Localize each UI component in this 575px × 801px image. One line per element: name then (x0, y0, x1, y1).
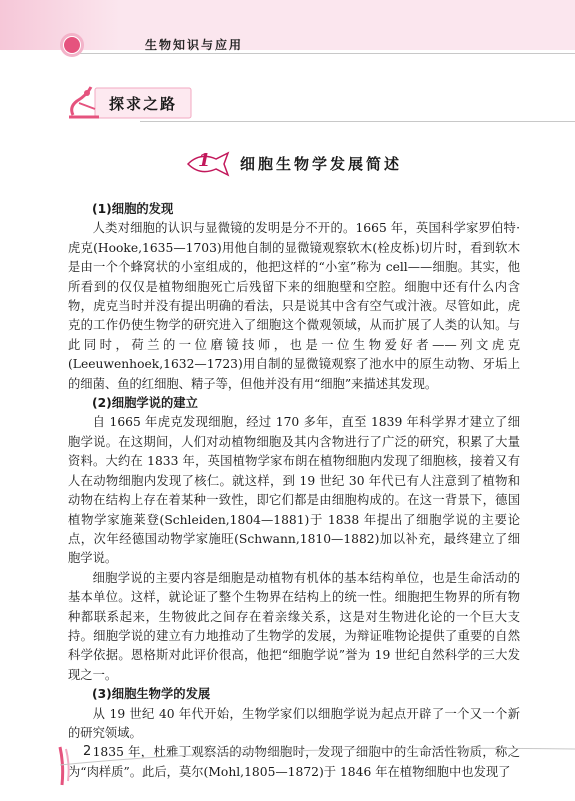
paragraph: 人类对细胞的认识与显微镜的发明是分不开的。1665 年，英国科学家罗伯特·虎克(Hooke,1635—1703)用他自制的显微镜观察软木(栓皮栎)切片时，看到软木是由一个个蜂窝状的小室组成的，他把这样的“小室”称为 cell——细胞。其实，他所看到的仅仅是植物细胞死亡后残留下来的细胞壁和空腔。细胞中还有什么内含物，虎克当时并没有提出明确的看法，只是说其中含有空气或汁液。尽管如此，虎克的工作仍使生物学的研究进入了细胞这个微观领域，从而扩展了人类的认知。与此同时，荷兰的一位磨镜技师，也是一位生物爱好者——列文虎克(Leeuwenhoek,1632—1723)用自制的显微镜观察了池水中的原生动物、牙垢上的细菌、鱼的红细胞、精子等，但他并没有用“细胞”来描述其发现。 (68, 221, 520, 391)
subheading: (3)细胞生物学的发展 (92, 687, 211, 702)
paragraph: 自 1665 年虎克发现细胞，经过 170 多年，直至 1839 年科学界才建立了细胞学说。在这期间，人们对动植物细胞及其内含物进行了广泛的研究，积累了大量资料。大约在 1833 年，英国植物学家布朗在植物细胞内发现了细胞核，接着又有人在动物细胞内发现了核仁。就这样，到 19 世纪 30 年代已有人注意到了植物和动物在结构上存在着某种一致性，即它们都是由细胞构成的。在这一背景下，德国植物学家施莱登(Schleiden,1804—1881)于 1838 年提出了细胞学说的主要论点，次年经德国动物学家施旺(Schwann,1810—1882)加以补充，最终建立了细胞学说。 (68, 415, 520, 566)
section-label: 探求之路 (109, 95, 178, 113)
header-rule (78, 53, 575, 54)
article-body (68, 200, 520, 782)
page-number: 2 (83, 744, 92, 759)
subheading: (2)细胞学说的建立 (92, 396, 198, 411)
chapter-number: 1 (198, 150, 211, 171)
section-rule (140, 121, 575, 122)
paragraph: 细胞学说的主要内容是细胞是动植物有机体的基本结构单位，也是生命活动的基本单位。这样，就论证了整个生物界在结构上的统一性。细胞把生物界的所有物种都联系起来，生物彼此之间存在着亲缘关系，这是对生物进化论的一个巨大支持。细胞学说的建立有力地推动了生物学的发展，为辩证唯物论提供了重要的自然科学依据。恩格斯对此评价很高，他把“细胞学说”誉为 19 世纪自然科学的三大发现之一。 (68, 570, 520, 682)
header-band (0, 0, 575, 50)
header-circle-inner (64, 37, 80, 53)
running-header-title: 生物知识与应用 (145, 38, 244, 52)
paragraph: 1835 年，杜雅丁观察活的动物细胞时，发现了细胞中的生命活性物质，称之为“肉样质”。此后，莫尔(Mohl,1805—1872)于 1846 年在植物细胞中也发现了 (68, 745, 520, 779)
subheading: (1)细胞的发现 (92, 202, 174, 216)
paragraph: 从 19 世纪 40 年代开始，生物学家们以细胞学说为起点开辟了一个又一个新的研究领域。 (68, 706, 520, 740)
chapter-title: 细胞生物学发展简述 (240, 155, 403, 173)
